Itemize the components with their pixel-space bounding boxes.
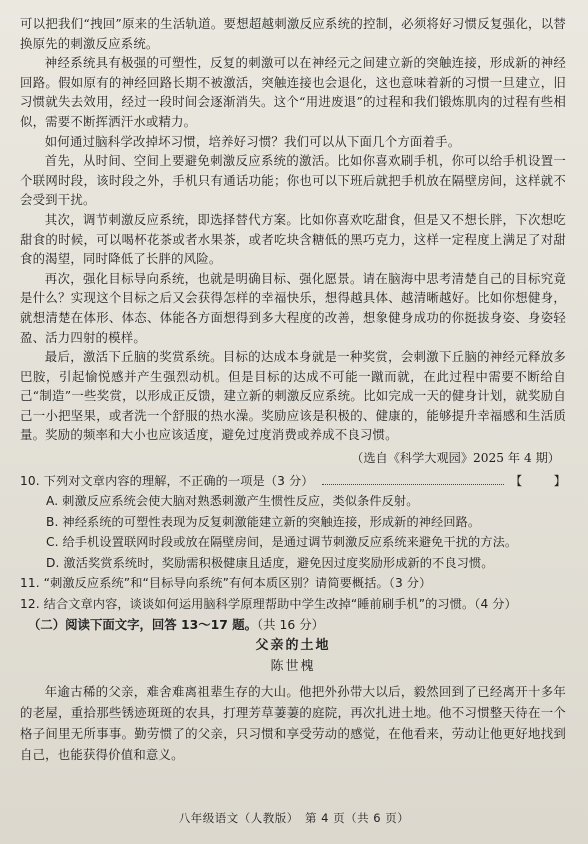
section-points: （共 16 分） [256,617,324,633]
question-11: 11. “刺激反应系统”和“目标导向系统”有何本质区别？请简要概括。（3 分） [20,576,432,591]
article-body [20,14,566,469]
question-12: 12. 结合文章内容，谈谈如何运用脑科学原理帮助中学生改掉“睡前刷手机”的习惯。（4 分） [20,596,517,611]
story-author: 陈世槐 [270,659,316,675]
story-paragraph: 年逾古稀的父亲，难舍难离祖辈生存的大山。他把外孙带大以后，毅然回到了已经离开十多年的老屋，重拾那些锈迹斑斑的农具，打理芳草萋萋的庭院，再次扎进土地。他不习惯整天待在一个格子间里无所事事。勤劳惯了的父亲，只习惯和享受劳动的感觉，在他看来，劳动让他更好地找到自己，也能获得价值和意义。 [20,684,566,763]
section-heading [20,614,566,635]
answer-bracket[interactable]: 【 】 [510,473,566,488]
question-stem: 10. 下列对文章内容的理解，不正确的一项是（3 分） [20,473,314,488]
option-d: D. 激活奖赏系统时，奖励需积极健康且适度，避免因过度奖励形成新的不良习惯。 [46,555,494,570]
article-paragraph: 神经系统具有极强的可塑性，反复的刺激可以在神经元之间建立新的突触连接，形成新的神经回路。假如原有的神经回路长期不被激活，突触连接也会退化，这也意味着新的习惯一旦建立，旧习惯就失去效用，经过一段时间会逐渐消失。这个“用进废退”的过程和我们锻炼肌肉的过程有些相似，需要不断挥洒汗水或精力。 [20,55,566,129]
article-source: （选自《科学大观园》2025 年 4 期） [351,451,560,466]
leader-dots [322,484,504,485]
story-title: 父亲的土地 [255,638,331,654]
question-10 [20,471,566,574]
page-footer: 八年级语文（人教版） 第 4 页（共 6 页） [178,811,410,825]
article-paragraph: 首先，从时间、空间上要避免刺激反应系统的激活。比如你喜欢刷手机，你可以给手机设置一个联网时段，该时段之外，手机只有通话功能；你也可以下班后就把手机放在隔壁房间，这样就不会受到干扰。 [20,153,566,208]
option-c: C. 给手机设置联网时段或放在隔壁房间，是通过调节刺激反应系统来避免干扰的方法。 [46,535,518,550]
section-label: （二）阅读下面文字，回答 13～17 题。 [28,617,257,633]
article-paragraph: 其次，调节刺激反应系统，即选择替代方案。比如你喜欢吃甜食，但是又不想长胖，下次想吃甜食的时候，可以喝杯花茶或者水果茶，或者吃块含糖低的黑巧克力，这样一定程度上满足了对甜食的渴望，同时降低了长胖的风险。 [20,211,566,267]
option-b: B. 神经系统的可塑性表现为反复刺激能建立新的突触连接，形成新的神经回路。 [46,514,481,529]
article-paragraph: 再次，强化目标导向系统，也就是明确目标、强化愿景。请在脑海中思考清楚自己的目标究竟是什么？实现这个目标之后又会获得怎样的幸福快乐，想得越具体、越清晰越好。比如你想健身，就想清楚在体形、体态、体能各方面想得到多大程度的改善，想象健身成功的你挺拔身姿、身姿轻盈、活力四射的模样。 [20,270,566,345]
article-paragraph: 如何通过脑科学改掉坏习惯，培养好习惯？我们可以从下面几个方面着手。 [44,133,461,149]
option-a: A. 刺激反应系统会使大脑对熟悉刺激产生惯性反应，类似条件反射。 [46,494,419,509]
article-paragraph: 最后，激活下丘脑的奖赏系统。目标的达成本身就是一种奖赏，会刺激下丘脑的神经元释放多巴胺，引起愉悦感并产生强烈动机。但是目标的达成不可能一蹴而就，在此过程中需要不断给自己“制造”一些奖赏，以形成正反馈，建立新的刺激反应系统。比如完成一天的健身计划，就奖励自己一小把坚果，或者洗一个舒服的热水澡。奖励应该是积极的、健康的，能够提升幸福感和生活质量。奖励的频率和大小也应该适度，避免过度消费或养成不良习惯。 [20,349,566,443]
article-paragraph: 可以把我们“拽回”原来的生活轨道。要想超越刺激反应系统的控制，必须将好习惯反复强化，以替换原先的刺激反应系统。 [20,16,566,51]
